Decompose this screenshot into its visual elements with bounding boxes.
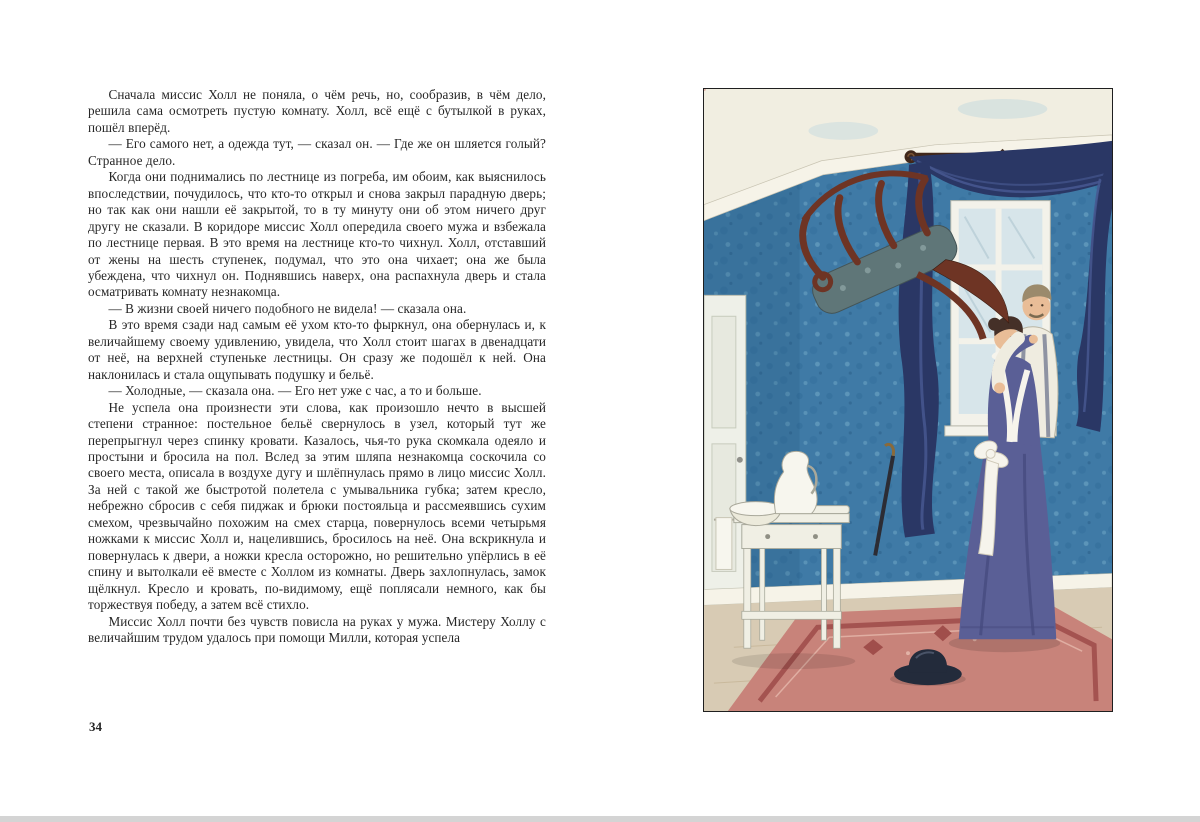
illustration-plate [703,88,1113,712]
paragraph: Миссис Холл почти без чувств повисла на руках у мужа. Мистеру Холлу с величайшим трудом удалось при помощи Милли, которая успела [88,613,546,645]
scan-edge [0,816,1200,822]
hair-bun [988,318,1001,331]
paragraph: Не успела она произнести эти слова, как произошло нечто в высшей степени странное: постельное бельё свернулось в узел, который тут же перепрыгнул через спинку кровати. Казалось, чья-то рука скомкала одеяло и простыни и бросила на пол. Вслед за этим шляпа незнакомца соскочила со своего места, описала в воздухе дугу и шлёпнулась прямо в лицо миссис Холл. За ней с такой же быстротой полетела с умывальника губка; затем кресло, небрежно сбросив с себя пиджак и брюки постояльца и рассмеявшись сухим смехом, чрезвычайно похожим на смех старца, повернулось всеми четырьмя ножками к миссис Холл и, нацелившись, бросилось на неё. Она вскрикнула и повернулась к двери, а ножки кресла осторожно, но решительно упёрлись в её спину и вытолкали её вместе с Холлом из комнаты. Дверь захлопнулась, замок щёлкнул. Кресло и кровать, по-видимому, ещё поплясали немного, как бы торжествуя победу, а затем всё стихло. [88,399,546,613]
text-block [88,87,546,646]
lower-shelf [742,611,842,619]
door-knob [737,457,743,463]
paragraph: Когда они поднимались по лестнице из погреба, им обоим, как выяснилось впоследствии, почудилось, что кто-то открыл и снова закрыл парадную дверь; но так как они нашли её закрытой, то в ту минуту они об этом ничего друг другу не сказали. В коридоре миссис Холл опередила своего мужа и взбежала по лестнице первая. В это время на лестнице кто-то чихнул. Холл, отставший от жены на шесть ступенек, подумал, что это она чихает; она же была убеждена, что чихнул он. Поднявшись наверх, она распахнула дверь и стала осматривать комнату незнакомца. [88,169,546,300]
page-number: 34 [89,719,102,734]
drawer [742,525,842,549]
paragraph: — В жизни своей ничего подобного не видела! — сказала она. [108,300,467,316]
towel [716,518,732,570]
illustration [704,89,1112,711]
paragraph: Сначала миссис Холл не поняла, о чём речь, но, сообразив, в чём дело, решила сама осмотреть пустую комнату. Холл, всё ещё с бутылкой в руках, пошёл вперёд. [88,87,546,135]
paragraph: — Холодные, — сказала она. — Его нет уже с час, а то и больше. [108,383,482,399]
paragraph: — Его самого нет, а одежда тут, — сказал он. — Где же он шляется голый? Странное дело. [88,136,546,168]
paragraph: В это время сзади над самым её ухом кто-то фыркнул, она обернулась и, к величайшему своему удивлению, увидела, что Холл стоит шагах в двенадцати от неё, на верхней ступеньке лестницы. Он сразу же подошёл к ней. Она наклонилась и стала ощупывать подушку и бельё. [88,317,546,382]
